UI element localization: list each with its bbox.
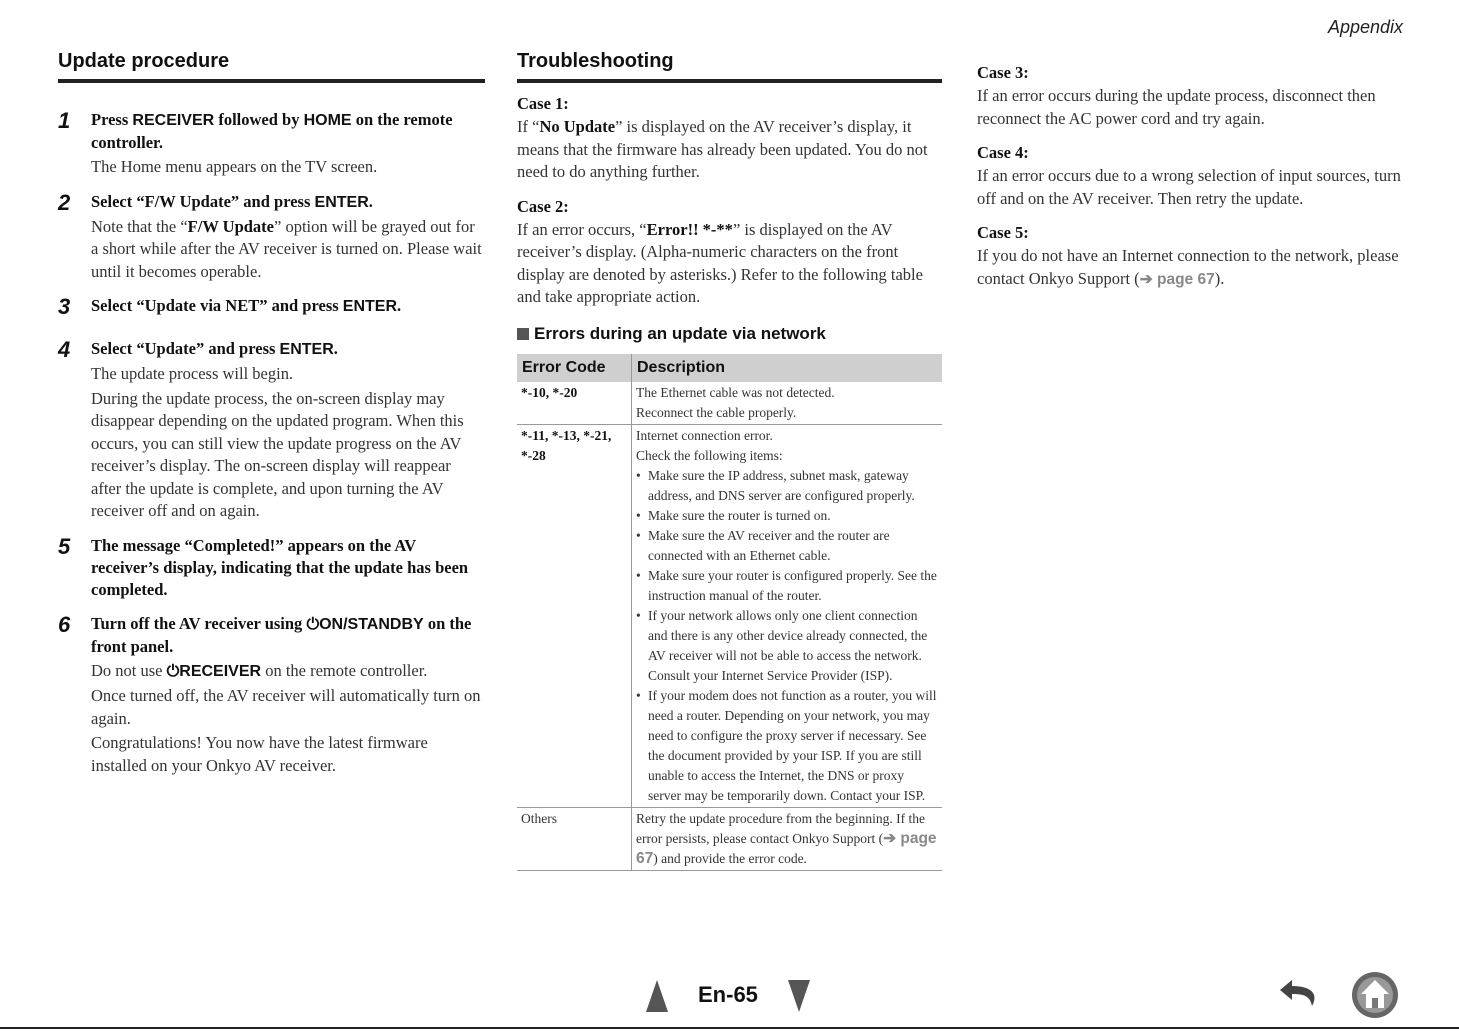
step-title: Select “F/W Update” and press ENTER. xyxy=(91,191,373,211)
case-title: Case 4: xyxy=(977,143,1029,162)
page-link[interactable]: ➔ page 67 xyxy=(1139,270,1215,288)
step-number: 1 xyxy=(58,108,71,133)
step-title: Turn off the AV receiver using ⏻ON/STANDBY on the front panel. xyxy=(91,613,472,656)
step-6 xyxy=(58,613,485,778)
step-text: The Home menu appears on the TV screen. xyxy=(91,157,378,176)
list-item: • If your modem does not function as a router, you will need a router. Depending on your network, you may need to configure the proxy server if necessary. See the document provided by your ISP. If you are still unable to access the Internet, the DNS or proxy server may be temporarily down. Contact your ISP. xyxy=(636,686,938,806)
page-link[interactable]: ➔ page 67 xyxy=(636,829,937,867)
table-header-row xyxy=(517,354,942,382)
case-5 xyxy=(977,222,1402,291)
update-procedure-column xyxy=(58,50,485,789)
step-number: 3 xyxy=(58,294,71,319)
step-text: Congratulations! You now have the latest firmware installed on your Onkyo AV receiver. xyxy=(91,733,428,775)
case-1 xyxy=(517,93,942,184)
step-4 xyxy=(58,338,485,523)
square-bullet-icon xyxy=(517,328,529,340)
step-text: Do not use ⏻RECEIVER on the remote controller. xyxy=(91,660,428,680)
troubleshooting-heading: Troubleshooting xyxy=(517,50,942,83)
step-title: Select “Update via NET” and press ENTER. xyxy=(91,296,402,315)
list-item: • Make sure the AV receiver and the router are connected with an Ethernet cable. xyxy=(636,526,938,566)
section-label: Appendix xyxy=(1327,17,1403,37)
page-number: En-65 xyxy=(698,982,758,1007)
case-2 xyxy=(517,196,942,309)
error-description: Internet connection error. Check the following items: • Make sure the IP address, subnet mask, gateway address, and DNS server are configured properly. • Make sure the router is turned on. • Make sure the AV receiver and the router are connected with an Ethernet cable. • Make sure your router is configured properly. See the instruction manual of the router. • If your network allows only one client connection and there is any other device already connected, the AV receiver will not be able to access the network. Consult your Internet Service Provider (ISP). • If your modem does not function as a router, you will need a router. Depending on your network, you may need to configure the proxy server if necessary. See the document provided by your ISP. If you are still unable to access the Internet, the DNS or proxy server may be temporarily down. Contact your ISP. xyxy=(632,424,943,807)
step-number: 2 xyxy=(58,189,71,215)
list-item: • Make sure your router is configured properly. See the instruction manual of the router. xyxy=(636,566,938,606)
column-header: Error Code xyxy=(517,354,632,382)
step-list xyxy=(58,109,485,777)
step-text: The update process will begin. xyxy=(91,364,294,383)
list-item: • Make sure the IP address, subnet mask, gateway address, and DNS server are configured properly. xyxy=(636,466,938,506)
back-arrow-icon[interactable] xyxy=(1278,974,1328,1014)
troubleshooting-column xyxy=(517,50,942,871)
error-description: Retry the update procedure from the beginning. If the error persists, please contact Onkyo Support (➔ page 67) and provide the error code. xyxy=(632,807,943,870)
step-text: Note that the “F/W Update” option will be grayed out for a short while after the AV receiver is turned on. Please wait until it becomes operable. xyxy=(91,216,482,281)
case-title: Case 5: xyxy=(977,223,1029,242)
step-title: Select “Update” and press ENTER. xyxy=(91,339,338,358)
case-text: If an error occurs, “Error!! *-**” is displayed on the AV receiver’s display. (Alpha-numeric characters on the front display are denoted by asterisks.) Refer to the following table and take appropriate action. xyxy=(517,219,923,306)
step-title: Press RECEIVER followed by HOME on the remote controller. xyxy=(91,110,453,152)
case-3 xyxy=(977,62,1402,130)
case-text: If an error occurs during the update process, disconnect then reconnect the AC power cord and try again. xyxy=(977,86,1376,128)
case-text: If an error occurs due to a wrong selection of input sources, turn off and on the AV receiver. Then retry the update. xyxy=(977,166,1401,208)
down-triangle-icon[interactable] xyxy=(788,980,810,1012)
error-code: *-10, *-20 xyxy=(517,382,632,425)
error-code: *-11, *-13, *-21, *-28 xyxy=(517,424,632,807)
error-code: Others xyxy=(517,807,632,870)
step-5 xyxy=(58,535,485,601)
step-number: 4 xyxy=(58,337,71,362)
page-footer xyxy=(0,970,1459,1020)
check-list xyxy=(636,466,938,806)
bottom-divider xyxy=(0,1027,1459,1029)
list-item: • Make sure the router is turned on. xyxy=(636,506,938,526)
update-procedure-heading: Update procedure xyxy=(58,50,485,83)
case-title: Case 3: xyxy=(977,63,1029,82)
list-item: • If your network allows only one client connection and there is any other device already connected, the AV receiver will not be able to access the network. Consult your Internet Service Provider (ISP). xyxy=(636,606,938,686)
step-title: The message “Completed!” appears on the AV receiver’s display, indicating that the update has been completed. xyxy=(91,535,469,599)
step-number: 6 xyxy=(58,611,71,637)
table-row xyxy=(517,424,942,807)
case-4 xyxy=(977,142,1402,210)
step-1 xyxy=(58,109,485,179)
case-title: Case 2: xyxy=(517,196,569,216)
home-icon[interactable] xyxy=(1346,970,1404,1020)
step-2 xyxy=(58,191,485,284)
column-header: Description xyxy=(632,354,943,382)
case-text: If “No Update” is displayed on the AV receiver’s display, it means that the firmware has already been updated. You do not need to do anything further. xyxy=(517,117,928,181)
table-row xyxy=(517,382,942,425)
up-triangle-icon[interactable] xyxy=(646,980,668,1012)
step-number: 5 xyxy=(58,533,71,559)
cases-column xyxy=(977,62,1402,291)
table-row xyxy=(517,807,942,870)
step-text: Once turned off, the AV receiver will automatically turn on again. xyxy=(91,686,481,728)
case-title: Case 1: xyxy=(517,94,569,113)
step-3 xyxy=(58,295,485,318)
errors-heading: Errors during an update via network xyxy=(517,324,942,344)
error-table xyxy=(517,354,942,871)
error-description: The Ethernet cable was not detected. Reconnect the cable properly. xyxy=(632,382,943,425)
case-text: If you do not have an Internet connection to the network, please contact Onkyo Support (➔ page 67). xyxy=(977,246,1399,288)
step-text: During the update process, the on-screen display may disappear depending on the updated program. When this occurs, you can still view the update progress on the AV receiver’s display. The on-screen display will reappear after the update is complete, and upon turning the AV receiver off and on again. xyxy=(91,388,464,520)
